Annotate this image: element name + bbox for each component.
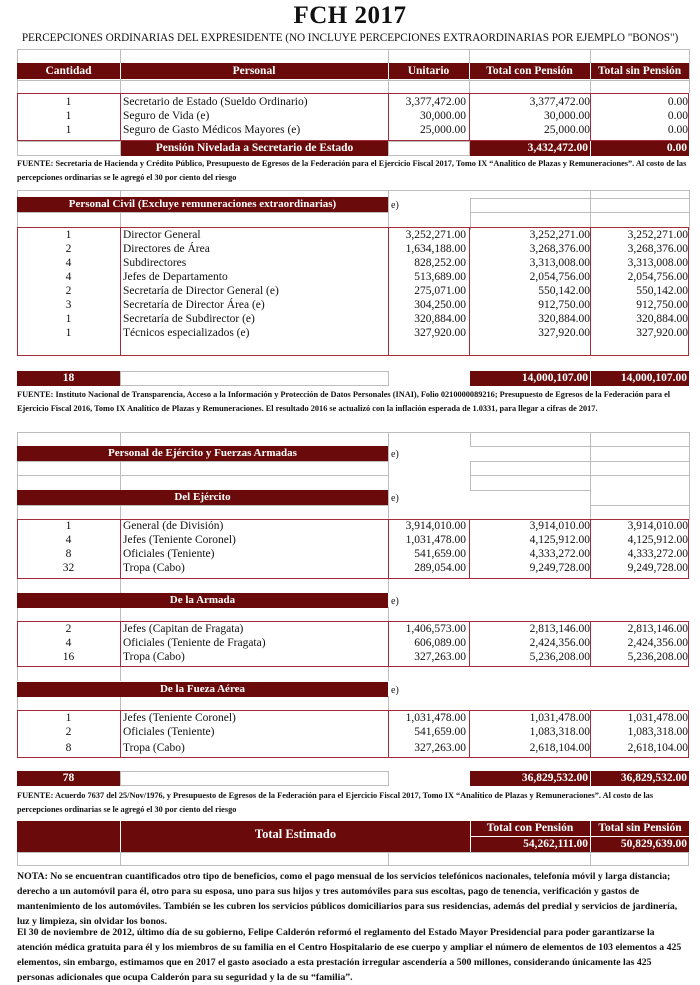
total-sin: 0.00 [667, 110, 688, 122]
qty: 2 [65, 285, 72, 297]
name: Seguro de Vida (e) [123, 110, 210, 122]
total-con: 3,914,010.00 [529, 520, 590, 532]
civil-total-qty: 18 [17, 371, 120, 386]
unit: 304,250.00 [414, 299, 466, 311]
qty: 16 [62, 651, 75, 663]
civil-section-header: Personal Civil (Excluye remuneraciones extraordinarias) [17, 197, 388, 212]
unit: 289,054.00 [414, 562, 466, 574]
total-con: 2,813,146.00 [529, 623, 590, 635]
military-section-header: Personal de Ejército y Fuerzas Armadas [17, 446, 388, 461]
header-total-con: Total con Pensión [486, 65, 573, 77]
name: Oficiales (Teniente) [123, 548, 215, 560]
grand-total-sin: 50,829,639.00 [620, 838, 687, 850]
name: Secretaría de Director General (e) [123, 285, 279, 297]
unit: 541,659.00 [414, 548, 466, 560]
total-sin: 3,313,008.00 [627, 257, 688, 269]
military-total-qty: 78 [17, 771, 120, 786]
total-con: 30,000.00 [544, 110, 590, 122]
qty: 1 [65, 520, 72, 532]
total-con: 9,249,728.00 [529, 562, 590, 574]
pension-total-con: 3,432,472.00 [470, 141, 590, 156]
unit: 320,884.00 [414, 313, 466, 325]
unit: 3,252,271.00 [405, 229, 466, 241]
unit: 1,031,478.00 [405, 712, 466, 724]
civil-total-con: 14,000,107.00 [470, 371, 590, 386]
name: Subdirectores [123, 257, 187, 269]
unit: 3,914,010.00 [405, 520, 466, 532]
total-con: 3,377,472.00 [529, 96, 590, 108]
military-e-mark: e) [391, 449, 399, 460]
header-cantidad: Cantidad [45, 65, 92, 77]
unit: 606,089.00 [414, 637, 466, 649]
unit: 327,920.00 [414, 327, 466, 339]
qty: 3 [65, 299, 72, 311]
qty: 8 [65, 548, 72, 560]
name: General (de División) [123, 520, 224, 532]
name: Director General [123, 229, 201, 241]
total-sin: 3,914,010.00 [627, 520, 688, 532]
unit: 30,000.00 [420, 110, 466, 122]
header-unitario: Unitario [407, 65, 450, 77]
aerea-section-header: De la Fueza Aérea [17, 682, 388, 697]
qty: 2 [65, 623, 72, 635]
header-personal: Personal [232, 65, 276, 77]
total-sin: 1,031,478.00 [627, 712, 688, 724]
name: Jefes (Capitan de Fragata) [123, 623, 244, 635]
qty: 32 [62, 562, 75, 574]
armada-section-header: De la Armada [17, 593, 388, 608]
total-con: 25,000.00 [544, 124, 590, 136]
total-sin: 0.00 [667, 124, 688, 136]
name: Oficiales (Teniente de Fragata) [123, 637, 266, 649]
unit: 327,263.00 [414, 651, 466, 663]
qty: 4 [65, 534, 72, 546]
total-sin: 1,083,318.00 [627, 726, 688, 738]
total-con: 5,236,208.00 [529, 651, 590, 663]
total-sin: 327,920.00 [636, 327, 688, 339]
total-con: 912,750.00 [538, 299, 590, 311]
pension-total-label: Pensión Nivelada a Secretario de Estado [121, 141, 388, 156]
military-total-sin: 36,829,532.00 [591, 771, 689, 786]
total-sin: 2,054,756.00 [627, 271, 688, 283]
total-sin: 912,750.00 [636, 299, 688, 311]
name: Seguro de Gasto Médicos Mayores (e) [123, 124, 301, 136]
total-con: 3,313,008.00 [529, 257, 590, 269]
qty: 4 [65, 257, 72, 269]
total-sin: 9,249,728.00 [627, 562, 688, 574]
total-con: 1,083,318.00 [529, 726, 590, 738]
qty: 1 [65, 712, 72, 724]
total-con: 2,618,104.00 [529, 742, 590, 754]
document-title: FCH 2017 [293, 2, 407, 29]
name: Jefes (Teniente Coronel) [123, 712, 236, 724]
document-subtitle: PERCEPCIONES ORDINARIAS DEL EXPRESIDENTE (NO INCLUYE PERCEPCIONES EXTRAORDINARIAS POR EJEMPLO "BONOS") [21, 32, 679, 44]
unit: 513,689.00 [414, 271, 466, 283]
qty: 1 [65, 229, 72, 241]
unit: 25,000.00 [420, 124, 466, 136]
unit: 541,659.00 [414, 726, 466, 738]
pension-source-note: FUENTE: Secretaria de Hacienda y Crédito Público, Presupuesto de Egresos de la Federación para el Ejercicio Fiscal 2017, Tomo IX “Analítico de Plazas y Remuneraciones”. Al costo de las percepciones ordinarias se le agregó el 30 por ciento del riesgo [17, 159, 687, 182]
qty: 4 [65, 637, 72, 649]
name: Tropa (Cabo) [123, 742, 185, 754]
civil-source-note: FUENTE: Instituto Nacional de Transparencia, Acceso a la Información y Protección de Datos Personales (INAI), Folio 0210000089216; Presupuesto de Egresos de la Federación para el Ejercicio Fiscal 2016, Tomo IX Analítico de Plazas y Remuneraciones. El resultado 2016 se actualizó con la inflación esperada de 1.0331, para llegar a cifras de 2017. [17, 390, 671, 413]
qty: 8 [65, 742, 72, 754]
qty: 1 [65, 96, 72, 108]
military-source-note: FUENTE: Acuerdo 7637 del 25/Nov/1976, y Presupuesto de Egresos de la Federación para el Ejercicio Fiscal 2017, Tomo IX “Analítico de Plazas y Remuneraciones”. Al costo de las percepciones ordinarias se le agregó el 30 por ciento del riesgo [17, 791, 654, 814]
total-sin: 2,424,356.00 [627, 637, 688, 649]
qty: 1 [65, 124, 72, 136]
unit: 275,071.00 [414, 285, 466, 297]
total-con: 320,884.00 [538, 313, 590, 325]
total-sin: 320,884.00 [636, 313, 688, 325]
qty: 2 [65, 726, 72, 738]
total-sin: 2,618,104.00 [627, 742, 688, 754]
total-sin: 4,333,272.00 [627, 548, 688, 560]
total-con: 327,920.00 [538, 327, 590, 339]
aerea-e-mark: e) [391, 685, 399, 696]
unit: 1,634,188.00 [405, 243, 466, 255]
name: Tropa (Cabo) [123, 562, 185, 574]
qty: 1 [65, 327, 72, 339]
unit: 3,377,472.00 [405, 96, 466, 108]
total-con: 2,054,756.00 [529, 271, 590, 283]
military-total-con: 36,829,532.00 [470, 771, 590, 786]
total-sin: 3,252,271.00 [627, 229, 688, 241]
civil-total-sin: 14,000,107.00 [591, 371, 689, 386]
unit: 1,031,478.00 [405, 534, 466, 546]
name: Secretario de Estado (Sueldo Ordinario) [123, 96, 308, 108]
name: Oficiales (Teniente) [123, 726, 215, 738]
qty: 1 [65, 313, 72, 325]
name: Secretaría de Director Área (e) [123, 299, 265, 311]
total-sin: 4,125,912.00 [627, 534, 688, 546]
name: Jefes (Teniente Coronel) [123, 534, 236, 546]
ejercito-section-header: Del Ejército [17, 490, 388, 505]
grand-total-label: Total Estimado [254, 827, 337, 841]
name: Jefes de Departamento [123, 271, 228, 283]
total-sin: 3,268,376.00 [627, 243, 688, 255]
total-sin: 5,236,208.00 [627, 651, 688, 663]
unit: 1,406,573.00 [405, 623, 466, 635]
qty: 4 [65, 271, 72, 283]
header-total-sin: Total sin Pensión [597, 65, 682, 77]
name: Secretaría de Subdirector (e) [123, 313, 255, 325]
nota-paragraph: NOTA: No se encuentran cuantificados otro tipo de beneficios, como el pago mensual de los servicios telefónicos nacionales, telefonía móvil y larga distancia; derecho a un automóvil para él, otro para su esposa, uno para sus hijos y tres automóviles para sus escoltas, pago de tenencia, verificación y gastos de mantenimiento de los automóviles. También se les cubren los servicios públicos domiciliarios para sus residencias, además del predial y servicios de jardinería, luz y limpieza, sin olvidar los bonos. [17, 871, 678, 927]
grand-total-con: 54,262,111.00 [523, 838, 588, 850]
unit: 327,263.00 [414, 742, 466, 754]
total-sin: 2,813,146.00 [627, 623, 688, 635]
total-con: 4,333,272.00 [529, 548, 590, 560]
total-con: 3,252,271.00 [529, 229, 590, 241]
calderon-paragraph: El 30 de noviembre de 2012, último día de su gobierno, Felipe Calderón reformó el reglamento del Estado Mayor Presidencial para poder garantizarse la atención médica gratuita para él y los miembros de su familia en el Centro Hospitalario de ese cuerpo y ampliar el número de elementos de 103 elementos a 425 elementos, sin embargo, estimamos que en 2017 el gasto asociado a esta prestación irregular ascendería a 500 millones, considerando únicamente las 425 personas adicionales que ocupa Calderón para su seguridad y la de su “familia”. [17, 927, 682, 983]
total-con: 550,142.00 [538, 285, 590, 297]
armada-e-mark: e) [391, 596, 399, 607]
total-con: 2,424,356.00 [529, 637, 590, 649]
total-con: 1,031,478.00 [529, 712, 590, 724]
total-sin: 550,142.00 [636, 285, 688, 297]
qty: 1 [65, 110, 72, 122]
qty: 2 [65, 243, 72, 255]
name: Tropa (Cabo) [123, 651, 185, 663]
grand-total-sin-header: Total sin Pensión [598, 822, 682, 834]
total-con: 3,268,376.00 [529, 243, 590, 255]
name: Técnicos especializados (e) [123, 327, 250, 339]
total-sin: 0.00 [667, 96, 688, 108]
civil-e-mark: e) [391, 200, 399, 211]
ejercito-e-mark: e) [391, 493, 399, 504]
name: Directores de Área [123, 243, 210, 255]
unit: 828,252.00 [414, 257, 466, 269]
total-con: 4,125,912.00 [529, 534, 590, 546]
pension-total-sin: 0.00 [591, 141, 689, 156]
grand-total-con-header: Total con Pensión [486, 822, 574, 834]
